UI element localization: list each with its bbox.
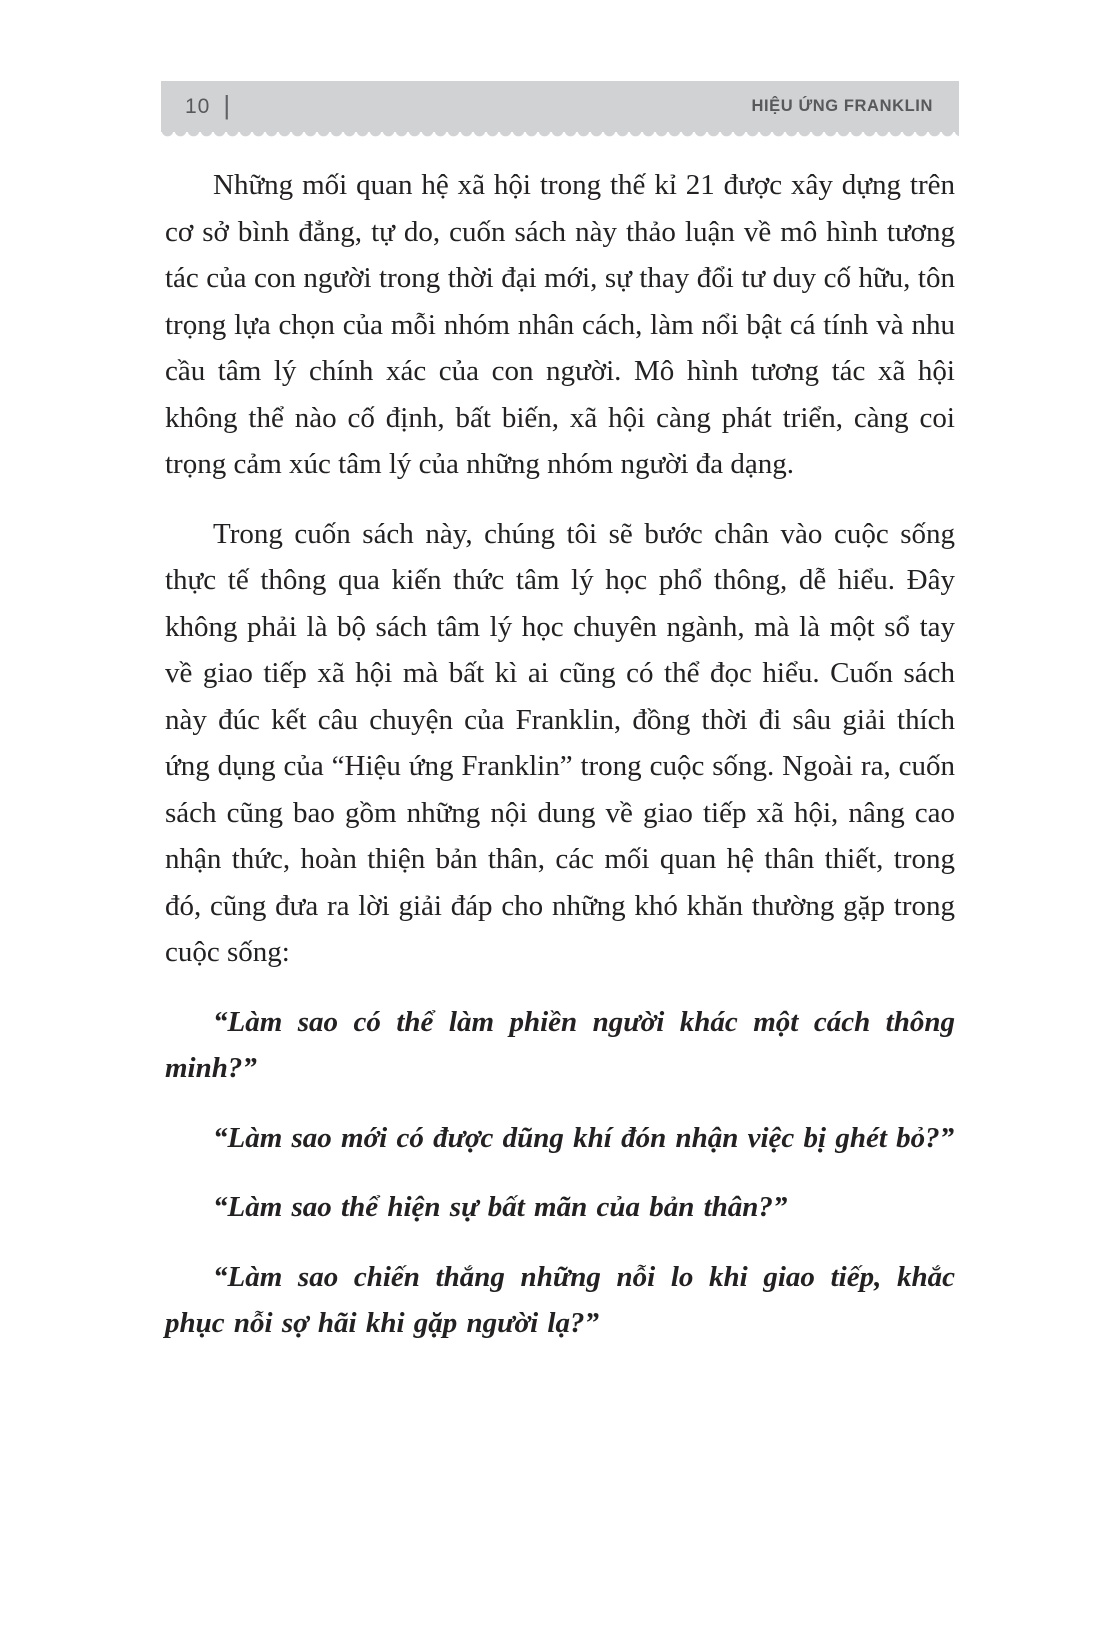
page-number-separator: | bbox=[223, 90, 232, 120]
page-header bbox=[161, 81, 959, 132]
quote-paragraph: “Làm sao chiến thắng những nỗi lo khi giao tiếp, khắc phục nỗi sợ hãi khi gặp người lạ?” bbox=[165, 1260, 955, 1339]
quote-paragraph: “Làm sao có thể làm phiền người khác một cách thông minh?” bbox=[165, 1005, 955, 1084]
page-number: 10 bbox=[185, 94, 211, 118]
quote-paragraph: “Làm sao mới có được dũng khí đón nhận việc bị ghét bỏ?” bbox=[213, 1121, 955, 1154]
body-paragraph: Những mối quan hệ xã hội trong thế kỉ 21 được xây dựng trên cơ sở bình đẳng, tự do, cuốn sách này thảo luận về mô hình tương tác của con người trong thời đại mới, sự thay đổi tư duy cố hữu, tôn trọng lựa chọn của mỗi nhóm nhân cách, làm nổi bật cá tính và nhu cầu tâm lý chính xác của con người. Mô hình tương tác xã hội không thể nào cố định, bất biến, xã hội càng phát triển, càng coi trọng cảm xúc tâm lý của những nhóm người đa dạng. bbox=[165, 169, 955, 480]
body-paragraph: Trong cuốn sách này, chúng tôi sẽ bước chân vào cuộc sống thực tế thông qua kiến thức tâm lý học phổ thông, dễ hiểu. Đây không phải là bộ sách tâm lý học chuyên ngành, mà là một sổ tay về giao tiếp xã hội mà bất kì ai cũng có thể đọc hiểu. Cuốn sách này đúc kết câu chuyện của Franklin, đồng thời đi sâu giải thích ứng dụng của “Hiệu ứng Franklin” trong cuộc sống. Ngoài ra, cuốn sách cũng bao gồm những nội dung về giao tiếp xã hội, nâng cao nhận thức, hoàn thiện bản thân, các mối quan hệ thân thiết, trong đó, cũng đưa ra lời giải đáp cho những khó khăn thường gặp trong cuộc sống: bbox=[165, 517, 955, 968]
running-title: HIỆU ỨNG FRANKLIN bbox=[751, 97, 933, 115]
page-number-group bbox=[185, 91, 231, 122]
page-body bbox=[165, 162, 955, 1370]
quote-paragraph: “Làm sao thể hiện sự bất mãn của bản thân?” bbox=[213, 1191, 788, 1223]
scallop-edge bbox=[161, 132, 959, 139]
